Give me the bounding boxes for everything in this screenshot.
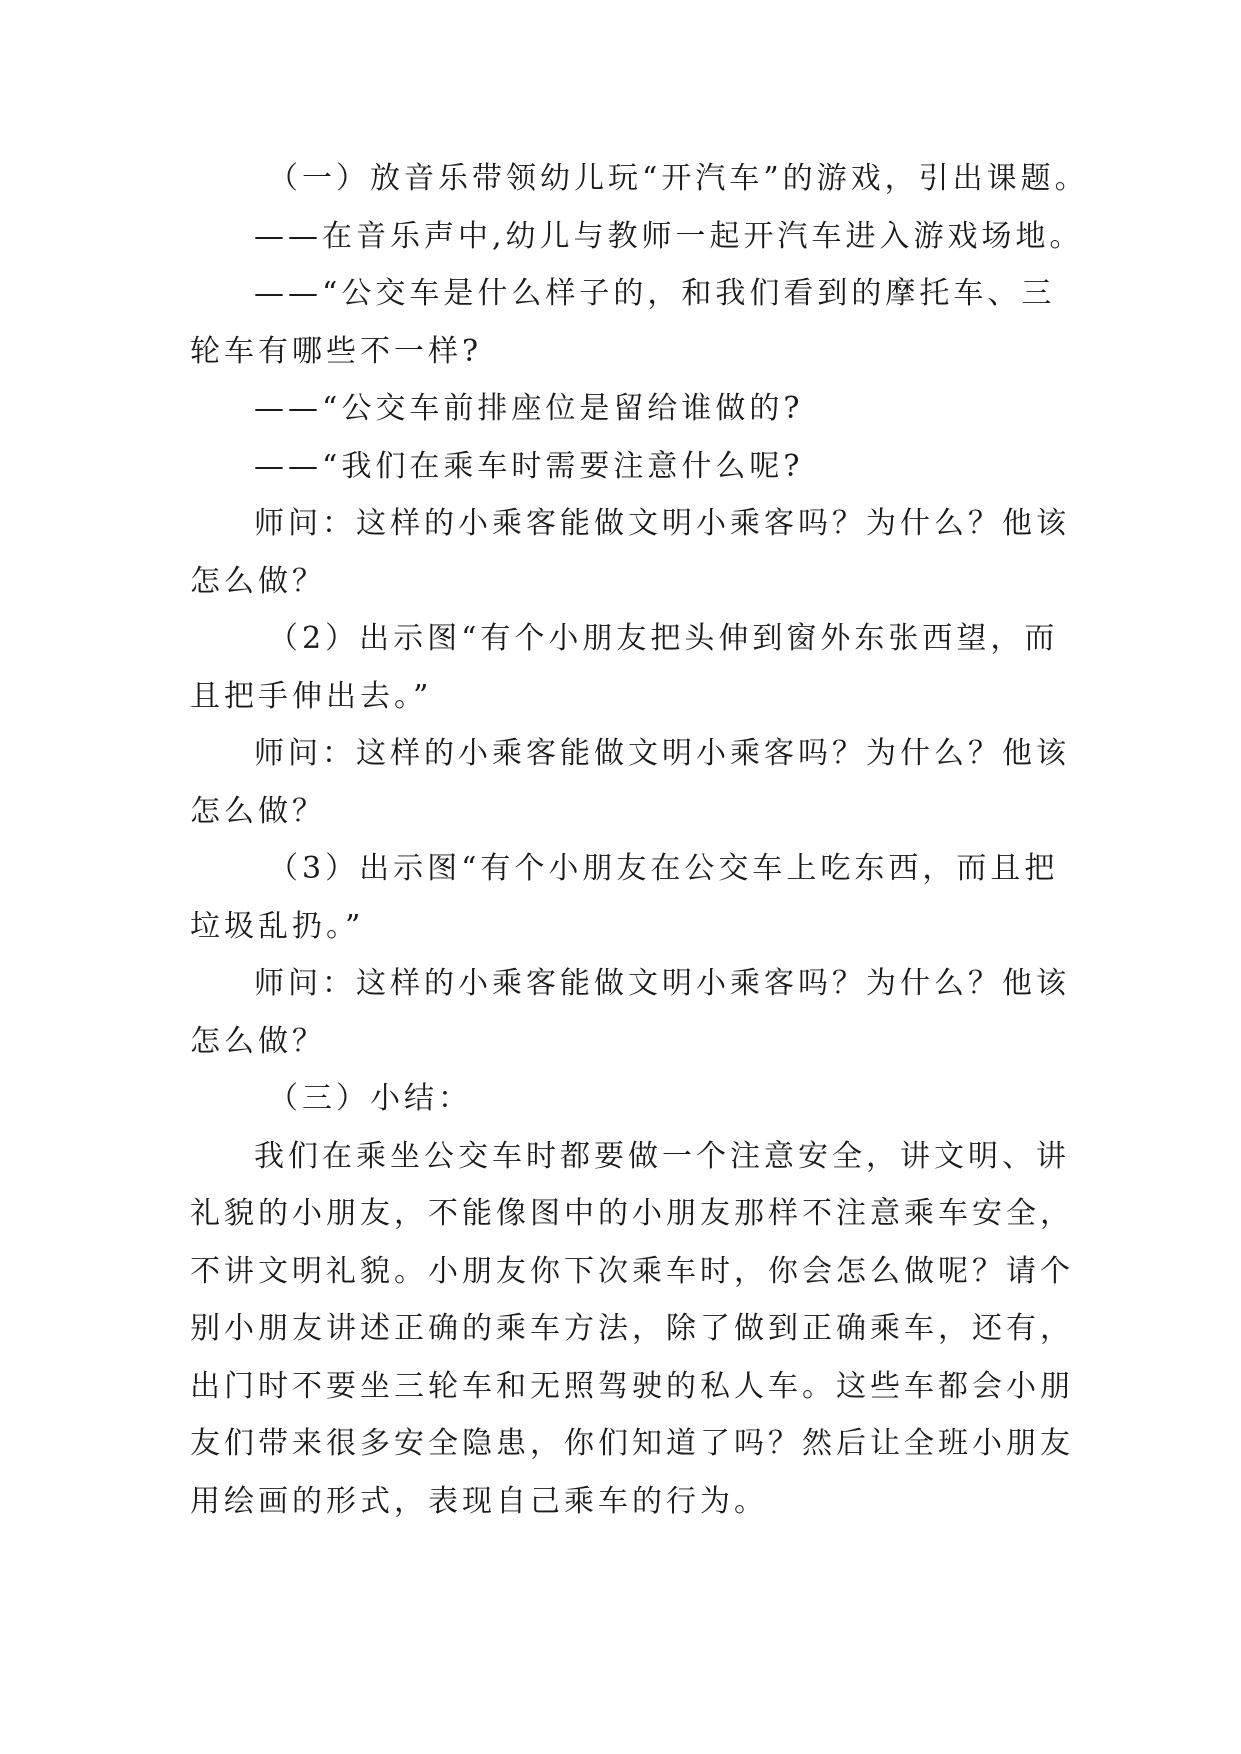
text-line: 友们带来很多安全隐患，你们知道了吗？然后让全班小朋友	[190, 1426, 1074, 1461]
text-line: 怎么做？	[190, 793, 326, 829]
text-line: ——“公交车前排座位是留给谁做的?	[254, 391, 804, 426]
text-line: 师问：这样的小乘客能做文明小乘客吗？为什么？他该	[254, 506, 1070, 541]
text-line: 垃圾乱扔。”	[190, 908, 365, 944]
text-line: ——在音乐声中,幼儿与教师一起开汽车进入游戏场地。	[254, 218, 1084, 254]
text-line: ——“公交车是什么样子的，和我们看到的摩托车、三	[254, 276, 1056, 311]
text-line: 师问：这样的小乘客能做文明小乘客吗？为什么？他该	[254, 736, 1070, 771]
text-line: （3）出示图“有个小朋友在公交车上吃东西，而且把	[268, 851, 1059, 886]
text-line: 别小朋友讲述正确的乘车方法，除了做到正确乘车，还有，	[190, 1311, 1074, 1346]
document-body	[190, 150, 1089, 1530]
text-line: 怎么做？	[190, 1023, 326, 1059]
heading-section-one: （一）放音乐带领幼儿玩“开汽车”的游戏，引出课题。	[268, 161, 1089, 196]
text-line: 礼貌的小朋友，不能像图中的小朋友那样不注意乘车安全，	[190, 1196, 1074, 1231]
heading-summary: （三）小结：	[268, 1081, 472, 1116]
text-line: 且把手伸出去。”	[190, 678, 433, 714]
text-line: 我们在乘坐公交车时都要做一个注意安全，讲文明、讲	[254, 1138, 1070, 1174]
text-line: 用绘画的形式，表现自己乘车的行为。	[190, 1483, 768, 1519]
text-line: （2）出示图“有个小朋友把头伸到窗外东张西望，而	[268, 621, 1059, 656]
text-line: 轮车有哪些不一样?	[190, 333, 483, 369]
text-line: ——“我们在乘车时需要注意什么呢?	[254, 448, 804, 484]
text-line: 不讲文明礼貌。小朋友你下次乘车时，你会怎么做呢？请个	[190, 1253, 1074, 1289]
text-line: 师问：这样的小乘客能做文明小乘客吗？为什么？他该	[254, 966, 1070, 1001]
text-line: 怎么做？	[190, 563, 326, 599]
text-line: 出门时不要坐三轮车和无照驾驶的私人车。这些车都会小朋	[190, 1368, 1074, 1404]
